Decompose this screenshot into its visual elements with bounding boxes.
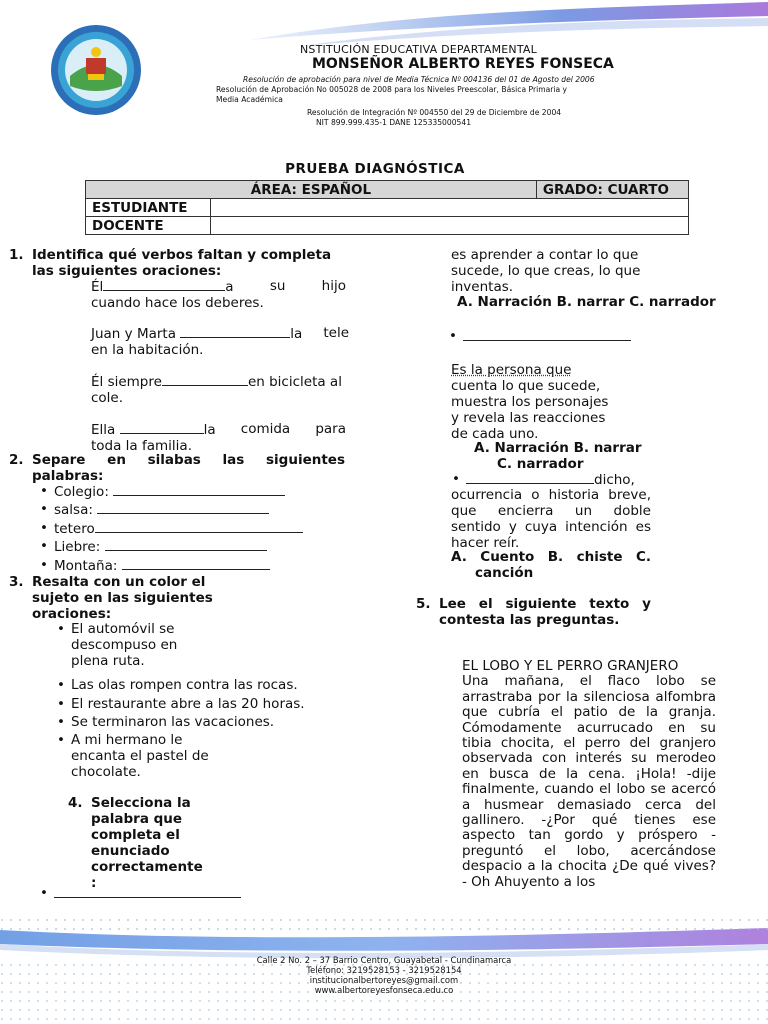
answer-blank[interactable] (103, 278, 225, 291)
text: en la habitación. (91, 342, 204, 358)
q3-title-line: oraciones: (32, 606, 112, 622)
story-title: EL LOBO Y EL PERRO GRANJERO (462, 658, 679, 674)
text: canción (475, 565, 534, 581)
story-block (462, 659, 716, 890)
q3-title-line: sujeto en las siguientes (32, 590, 213, 606)
q4-statement-3-first (466, 471, 635, 488)
text: a (225, 279, 234, 295)
text: A. Narración B. narrar (474, 440, 642, 456)
answer-blank[interactable] (120, 421, 204, 434)
text: su (269, 278, 286, 294)
student-label: ESTUDIANTE (86, 199, 211, 217)
text: que (451, 503, 477, 519)
q2-title-line: palabras: (32, 468, 104, 484)
q1-sentence-1 (91, 278, 346, 311)
answer-blank[interactable] (113, 483, 285, 496)
nit-line: NIT 899.999.435-1 DANE 125335000541 (316, 118, 472, 127)
answer-blank[interactable] (466, 471, 594, 484)
text: • A mi hermano le (71, 732, 183, 748)
q4-number: 4. (68, 795, 83, 811)
q2-number: 2. (9, 452, 24, 468)
text: Es la persona que (451, 362, 572, 378)
text: chocolate. (71, 764, 141, 780)
institution-name: MONSEÑOR ALBERTO REYES FONSECA (312, 56, 614, 72)
q4-title-line: enunciado (91, 843, 170, 859)
q4-options-2 (474, 440, 642, 472)
text: un (574, 503, 593, 519)
q4-statement-3 (451, 487, 651, 551)
institution-type: NSTITUCIÓN EDUCATIVA DEPARTAMENTAL (300, 43, 537, 56)
teacher-label: DOCENTE (86, 217, 211, 235)
q4-options-1: A. Narración B. narrar C. narrador (457, 294, 716, 310)
text: sentido y cuya intención es (451, 519, 651, 535)
school-seal-logo (50, 24, 142, 116)
text: A. Cuento B. chiste C. (451, 549, 651, 565)
text: y revela las reacciones (451, 410, 606, 426)
answer-blank[interactable] (97, 501, 269, 514)
q3-sentence: • Se terminaron las vacaciones. (71, 714, 274, 730)
text: • El automóvil se (71, 621, 175, 637)
text: hijo (321, 278, 346, 294)
q4-statement-1 (451, 247, 671, 295)
text: C. narrador (497, 456, 584, 472)
resolution-line-2: Resolución de Aprobación No 005028 de 2008 para los Niveles Preescolar, Básica Primaria y Media Académica (216, 85, 568, 104)
text: Liebre: (54, 539, 101, 555)
q1-sentence-3 (91, 373, 356, 406)
exam-title: PRUEBA DIAGNÓSTICA (285, 161, 465, 177)
text: muestra los personajes (451, 394, 609, 410)
q1-sentence-2 (91, 325, 349, 358)
text: Él siempre (91, 374, 162, 390)
q4-title (91, 795, 221, 891)
teacher-field[interactable] (211, 217, 689, 235)
answer-blank[interactable] (162, 373, 248, 386)
q1-title (32, 247, 352, 279)
text: de cada uno. (451, 426, 539, 442)
q4-title-line: completa el (91, 827, 180, 843)
q4-options-3 (451, 549, 651, 581)
story-text: Una mañana, el flaco lobo se arrastraba por la silenciosa alfombra que cubría el patio de la granja. Cómodamente acurrucado en su tibia chocita, el perro del granjero observada con interés su merodeo en busca de la cena. ¡Hola! -dije finalmente, cuando el lobo se acercó a husmear demasiado cerca del gallinero. -¿Por qué tienes ese aspecto tan gordo y próspero -preguntó el lobo, acercándose despacio a la chocita ¿De qué vives? - Oh Ahuyento a los (462, 673, 716, 890)
text: cole. (91, 390, 124, 406)
student-field[interactable] (211, 199, 689, 217)
text: Juan y Marta (91, 326, 176, 342)
text: Colegio: (54, 484, 109, 500)
resolution-line-1: Resolución de aprobación para nivel de Media Técnica Nº 004136 del 01 de Agosto del 2006 (243, 75, 595, 84)
q1-sentence-4 (91, 421, 346, 454)
q3-number: 3. (9, 574, 24, 590)
q1-title-line: las siguientes oraciones: (32, 263, 222, 279)
q4-title-line: palabra que (91, 811, 183, 827)
q2-title (32, 452, 345, 484)
text: Él (91, 279, 104, 295)
q4-title-line: correctamente (91, 859, 203, 875)
q4-title-line: Selecciona la (91, 795, 191, 811)
q1-number: 1. (9, 247, 24, 263)
answer-blank[interactable] (463, 328, 631, 341)
q5-title (439, 596, 651, 628)
q5-title-line: contesta las preguntas. (439, 612, 620, 628)
q2-item (54, 520, 303, 537)
footer-email: institucionalbertoreyes@gmail.com (309, 975, 459, 985)
exam-info-table (85, 180, 689, 235)
q5-number: 5. (416, 596, 431, 612)
text: en bicicleta al (247, 374, 342, 390)
q2-item (54, 538, 267, 555)
q5-title-line: Lee el siguiente texto y (439, 596, 651, 612)
text: Montaña: (54, 558, 118, 574)
text: inventas. (451, 279, 514, 295)
q3-sentence: • El restaurante abre a las 20 horas. (71, 696, 305, 712)
q3-sentence: • Las olas rompen contra las rocas. (71, 677, 298, 693)
q2-item (54, 501, 269, 518)
resolution-line-3: Resolución de Integración Nº 004550 del 29 de Diciembre de 2004 (307, 108, 562, 117)
text: toda la familia. (91, 438, 192, 454)
text: descompuso en (71, 637, 178, 653)
text: es aprender a contar lo que (451, 247, 639, 263)
q3-title-line: Resalta con un color el (32, 574, 206, 590)
q2-item (54, 557, 270, 574)
q1-title-line: Identifica qué verbos faltan y completa (32, 247, 332, 263)
answer-blank[interactable] (54, 885, 241, 898)
text: plena ruta. (71, 653, 145, 669)
q3-sentence (71, 732, 241, 780)
q3-title (32, 574, 252, 622)
q4-title-line: : (91, 875, 97, 891)
text: la (203, 422, 216, 438)
text: doble (613, 503, 651, 519)
footer-address: Calle 2 No. 2 – 37 Barrio Centro, Guayabetal - Cundinamarca (256, 955, 512, 965)
q3-sentence (71, 621, 221, 669)
answer-blank[interactable] (95, 520, 303, 533)
text: cuenta lo que sucede, (451, 378, 601, 394)
text: para (315, 421, 346, 437)
text: dicho, (594, 472, 635, 488)
q2-item (54, 483, 285, 500)
text: Ella (91, 422, 116, 438)
q2-title-line: Separe en silabas las siguientes (32, 452, 345, 468)
footer-website: www.albertoreyesfonseca.edu.co (314, 985, 454, 995)
text: encanta el pastel de (71, 748, 209, 764)
answer-blank[interactable] (180, 325, 290, 338)
text: cuando hace los deberes. (91, 295, 264, 311)
q4-statement-2 (451, 362, 651, 442)
text: sucede, lo que creas, lo que (451, 263, 641, 279)
text: hacer reír. (451, 535, 520, 551)
area-cell: ÁREA: ESPAÑOL (86, 181, 537, 199)
q4-answer (463, 328, 631, 345)
grade-cell: GRADO: CUARTO (536, 181, 688, 199)
text: comida (240, 421, 291, 437)
answer-blank[interactable] (105, 538, 267, 551)
text: la (290, 326, 303, 342)
text: tetero (54, 521, 95, 537)
text: encierra (497, 503, 554, 519)
footer-phone: Teléfono: 3219528153 - 3219528154 (306, 965, 462, 975)
answer-blank[interactable] (122, 557, 270, 570)
text: salsa: (54, 502, 93, 518)
text: ocurrencia o historia breve, (451, 487, 651, 503)
text: tele (323, 325, 349, 341)
